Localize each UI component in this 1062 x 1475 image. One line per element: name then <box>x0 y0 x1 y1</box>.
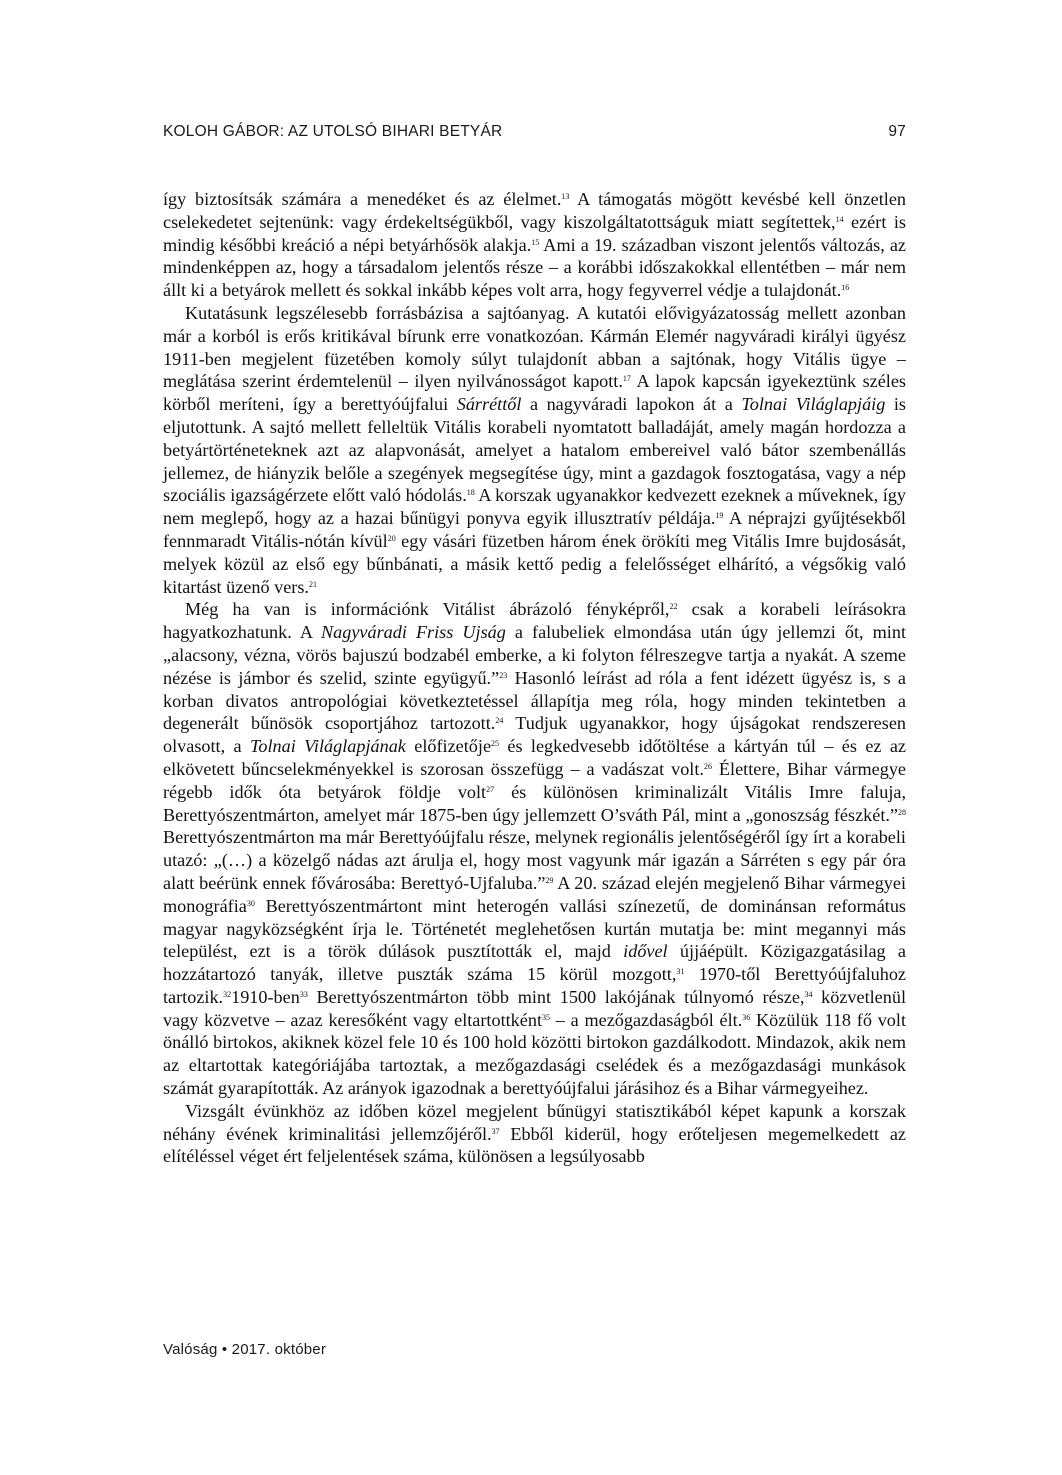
footnote-ref: 23 <box>499 670 508 680</box>
running-header <box>163 123 906 147</box>
footnote-ref: 19 <box>715 511 724 521</box>
footnote-ref: 37 <box>491 1126 500 1136</box>
paragraph-3: Még ha van is információnk Vitálist ábrázoló fényképről,$^{22}$ csak a korabeli leírásokra hagyatkozhatunk. A Nagyváradi Friss Ujság a falubeliek elmondása után úgy jellemzi őt, mint „alacsony, vézna, vörös bajuszú bodzabél emberke, a ki folyton félreszegve tartja a nyakát. A szeme nézése is jámbor és szelid, szinte együgyű.”$^{23}$ Hasonló leírást ad róla a fent idézett ügyész is, s a korban divatos antropológiai következtetéssel állapítja meg róla, hogy minden tekintetben a degenerált bűnösök csoportjához tartozott.$^{24}$ Tudjuk ugyanakkor, hogy újságokat rendszeresen olvasott, a Tolnai Világlapjának előfizetője$^{25}$ és legkedvesebb időtöltése a kártyán túl – és ez az elkövetett bűncselekményekkel is szorosan összefügg – a vadászat volt.$^{26}$ Élettere, Bihar vármegye régebb idők óta betyárok földje volt$^{27}$ és különösen kriminalizált Vitális Imre faluja, Berettyószentmárton, amelyet már 1875-ben úgy jellemzett O’sváth Pál, mint a „gonoszság fészkét.”$^{28}$ Berettyószentmárton ma már Berettyóújfalu része, melynek regionális jelentőségéről így írt a korabeli utazó: „(…) a közelgő nádas azt árulja el, hogy most vagyunk már igazán a Sárréten s egy pár óra alatt beérünk ennek fővárosába: Berettyó-Ujfaluba.”$^{29}$ A 20. század elején megjelenő Bihar vármegyei monográfia$^{30}$ Berettyószentmártont mint heterogén vallási színezetű, de dominánsan református magyar nagyközségként írja le. Történetét meglehetősen kurtán mutatja be: mint megannyi más települést, ezt is a török dúlások pusztították el, majd idővel újjáépült. Közigazgatásilag a hozzátartozó tanyák, illetve puszták száma 15 körül mozgott,$^{31}$ 1970-től Berettyóújfaluhoz tartozik.$^{32}$1910-ben$^{33}$ Berettyószentmárton több mint 1500 lakójának túlnyomó része,$^{34}$ közvetlenül vagy közvetve – azaz keresőként vagy eltartottként$^{35}$ – a mezőgazdaságból élt.$^{36}$ Közülük 118 fő volt önálló birtokos, akiknek közel fele 10 és 100 hold közötti birtokon gazdálkodott. Mindazok, akik nem az eltartottak kategóriájába tartoztak, a mezőgazdasági cselédek és a mezőgazdasági munkások számát gyarapították. Az arányok igazodnak a berettyóújfalui járásihoz és a Bihar vármegyeihez. <box>163 599 907 1099</box>
footnote-ref: 36 <box>742 1012 751 1022</box>
footnote-ref: 21 <box>308 579 317 589</box>
footnote-ref: 24 <box>495 716 504 726</box>
footnote-ref: 18 <box>466 488 475 498</box>
italic-title: Nagyváradi Friss Ujság <box>321 622 506 643</box>
running-title: KOLOH GÁBOR: AZ UTOLSÓ BIHARI BETYÁR <box>163 123 503 140</box>
footnote-ref: 22 <box>669 602 678 612</box>
footnote-ref: 35 <box>542 1012 550 1022</box>
footnote-ref: 14 <box>835 214 844 224</box>
paragraph-1: így biztosítsák számára a menedéket és az élelmet.$^{13}$ A támogatás mögött kevésbé kell önzetlen cselekedetet sejtenünk: vagy érdekeltségükből, vagy kiszolgáltatottságuk miatt segítettek,$^{14}$ ezért is mindig későbbi kreáció a népi betyárhősök alakja.$^{15}$ Ami a 19. században viszont jelentős változás, az mindenképpen az, hogy a társadalom jelentős része – a korábbi időszakokkal ellentétben – már nem állt ki a betyárok mellett és sokkal inkább képes volt arra, hogy fegyverrel védje a tulajdonát.$^{16}$ <box>163 189 906 301</box>
paragraph-4: Vizsgált évünkhöz az időben közel megjelent bűnügyi statisztikából képet kapunk a korszak néhány évének kriminalitási jellemzőjéről.$^{37}$ Ebből kiderül, hogy erőteljesen megemelkedett az elítéléssel véget ért feljelentések száma, különösen a legsúlyosabb <box>163 1100 906 1167</box>
footnote-ref: 15 <box>531 237 540 247</box>
footnote-ref: 20 <box>387 533 396 543</box>
page-number: 97 <box>888 123 906 140</box>
footnote-ref: 16 <box>841 283 850 293</box>
footnote-ref: 31 <box>676 967 685 977</box>
footnote-ref: 13 <box>561 192 570 201</box>
footnote-ref: 30 <box>246 898 255 908</box>
footnote-ref: 32 <box>223 989 232 999</box>
footnote-ref: 28 <box>898 807 906 817</box>
italic-title: Sárréttől <box>456 394 522 415</box>
footnote-ref: 33 <box>299 989 308 999</box>
footnote-ref: 34 <box>804 989 813 999</box>
italic-title: Tolnai Világlapjáig <box>741 394 886 415</box>
footnote-ref: 26 <box>703 761 712 771</box>
footnote-ref: 17 <box>622 374 631 384</box>
footnote-ref: 29 <box>545 875 554 885</box>
italic-title: Tolnai Világlapjának <box>249 736 406 757</box>
footnote-ref: 27 <box>486 784 495 794</box>
paragraph-2: Kutatásunk legszélesebb forrásbázisa a sajtóanyag. A kutatói elővigyázatosság mellett azonban már a korból is erős kritikával bírunk erre vonatkozóan. Kármán Elemér nagyváradi királyi ügyész 1911-ben megjelent füzetében komoly súlyt tulajdonít abban a sajtónak, hogy Vitális ügye – meglátása szerint érdemtelenül – ilyen nyilvánosságot kapott.$^{17}$ A lapok kapcsán igyekeztünk széles körből meríteni, így a berettyóújfalui Sárréttől a nagyváradi lapokon át a Tolnai Világlapjáig is eljutottunk. A sajtó mellett felleltük Vitális korabeli nyomtatott balladáját, amely magán hordozza a betyártörténeteknek azt az alapvonását, amelyet a hatalom embereivel való bátor szembenállás jellemez, de hiányzik belőle a szegények megsegítése úgy, mint a gazdagok fosztogatása, vagy a nép szociális igazságérzete előtt való hódolás.$^{18}$ A korszak ugyanakkor kedvezett ezeknek a műveknek, így nem meglepő, hogy az a hazai bűnügyi ponyva egyik illusztratív példája.$^{19}$ A néprajzi gyűjtésekből fennmaradt Vitális-nótán kívül$^{20}$ egy vásári füzetben három ének örökíti meg Vitális Imre bujdosását, melyek közül az első egy bűnbánati, a másik kettő pedig a felelősséget elhárító, a végsőkig való kitartást üzenő vers.$^{21}$ <box>163 302 907 597</box>
page-footer: Valóság • 2017. október <box>163 1341 327 1358</box>
footnote-ref: 25 <box>491 739 500 749</box>
italic-word: idővel <box>623 941 668 962</box>
article-body <box>163 188 906 1168</box>
